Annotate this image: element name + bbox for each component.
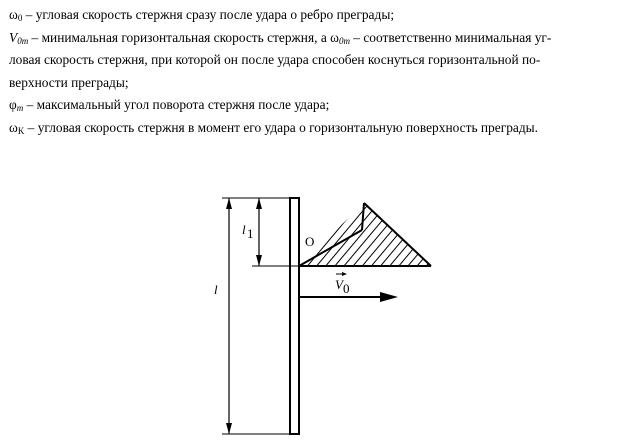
subscript: m [16, 103, 24, 114]
label-V-subscript: 0 [343, 281, 350, 296]
definition-text: – минимальная горизонтальная скорость стержня, а [28, 29, 331, 45]
symbol: V [9, 29, 18, 45]
definition-text: – соответственно минимальная уг- [349, 29, 552, 45]
definition-text: – угловая скорость стержня сразу после удара о ребро преграды; [22, 7, 395, 22]
label-V: V [335, 277, 343, 292]
subscript: K [17, 125, 25, 136]
dimension-l [222, 198, 290, 434]
definition-text: – угловая скорость стержня в момент его удара о горизонтальную поверхность преграды. [24, 119, 538, 135]
definition-text: ловая скорость стержня, при которой он после удара способен коснуться горизонтальной по- [9, 52, 541, 68]
label-O: O [305, 234, 315, 249]
subscript: 0m [17, 35, 29, 46]
subscript: 0m [338, 35, 350, 46]
label-l1: l [242, 222, 246, 237]
label-l1-subscript: 1 [247, 226, 254, 241]
definition-text: верхности преграды; [9, 74, 129, 90]
rod [290, 198, 299, 434]
symbol: ω [9, 119, 18, 135]
label-l: l [214, 282, 218, 297]
symbol: ω [9, 7, 18, 22]
label-V0 [335, 272, 350, 296]
symbol: ω [330, 29, 339, 45]
definition-text: – максимальный угол поворота стержня после удара; [23, 97, 330, 113]
obstacle [299, 203, 431, 266]
symbol: φ [9, 97, 17, 113]
subscript: 0 [17, 13, 23, 23]
